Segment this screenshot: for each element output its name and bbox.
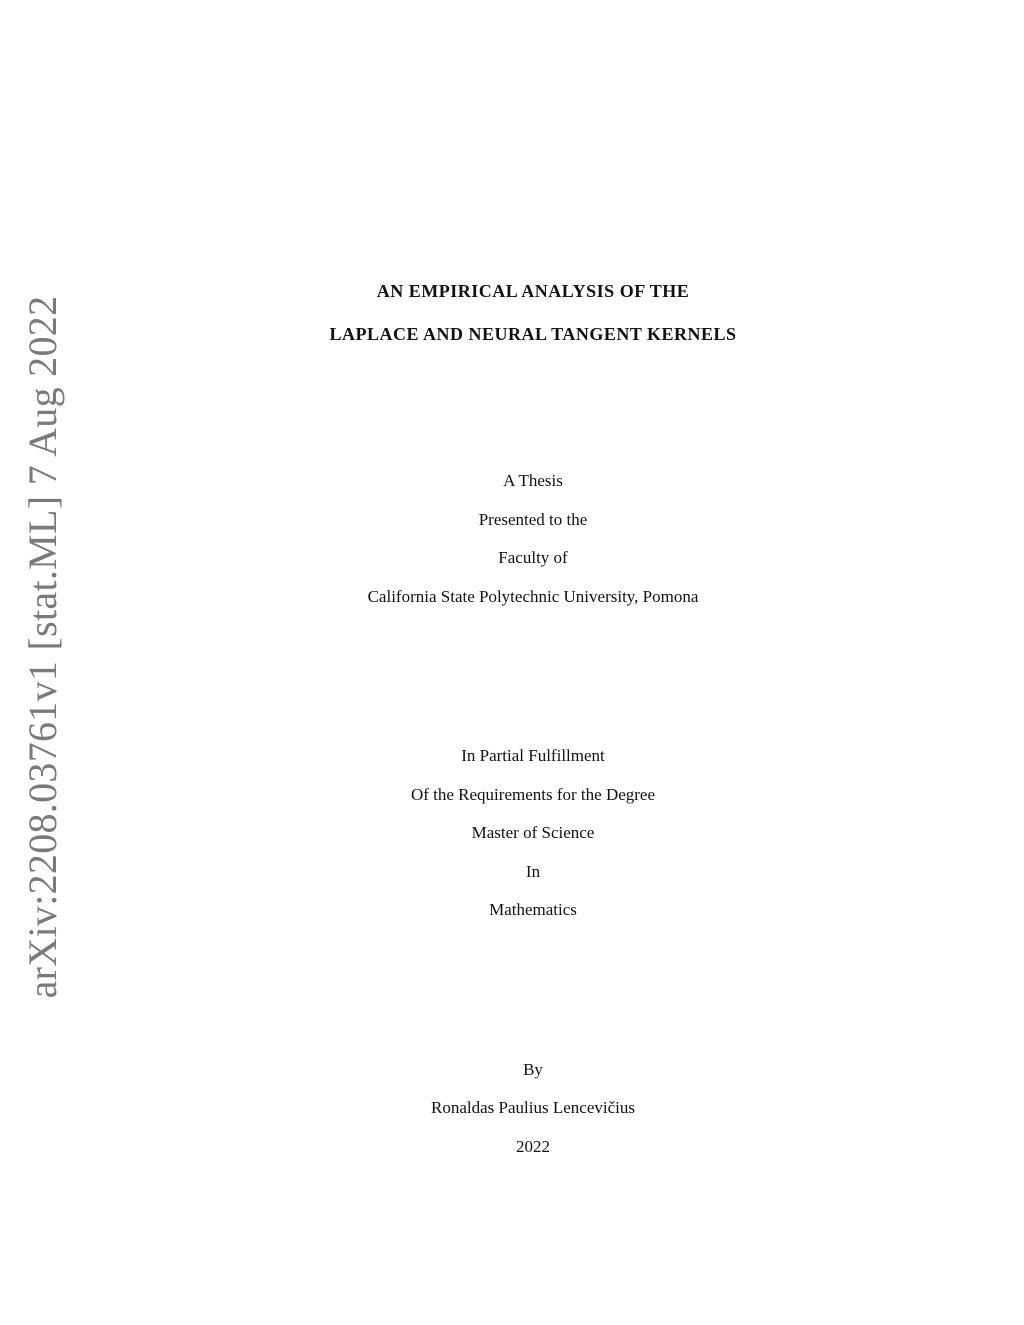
author-name: Ronaldas Paulius Lencevičius bbox=[431, 1098, 635, 1117]
university-name: California State Polytechnic University, Pomona bbox=[367, 587, 699, 606]
thesis-label: A Thesis bbox=[503, 471, 563, 490]
by-line: By bbox=[523, 1060, 543, 1079]
arxiv-identifier-stamp: arXiv:2208.03761v1 [stat.ML] 7 Aug 2022 bbox=[20, 295, 65, 999]
faculty-line: Faculty of bbox=[498, 548, 568, 567]
in-line: In bbox=[525, 862, 541, 881]
title-line-2: LAPLACE AND NEURAL TANGENT KERNELS bbox=[329, 324, 737, 344]
requirements-line: Of the Requirements for the Degree bbox=[410, 785, 656, 804]
presented-to-line: Presented to the bbox=[478, 510, 588, 529]
field-name: Mathematics bbox=[489, 900, 577, 919]
title-line-1: AN EMPIRICAL ANALYSIS OF THE bbox=[376, 281, 690, 301]
degree-name: Master of Science bbox=[471, 823, 595, 842]
year: 2022 bbox=[516, 1137, 550, 1156]
fulfillment-line: In Partial Fulfillment bbox=[461, 746, 605, 765]
